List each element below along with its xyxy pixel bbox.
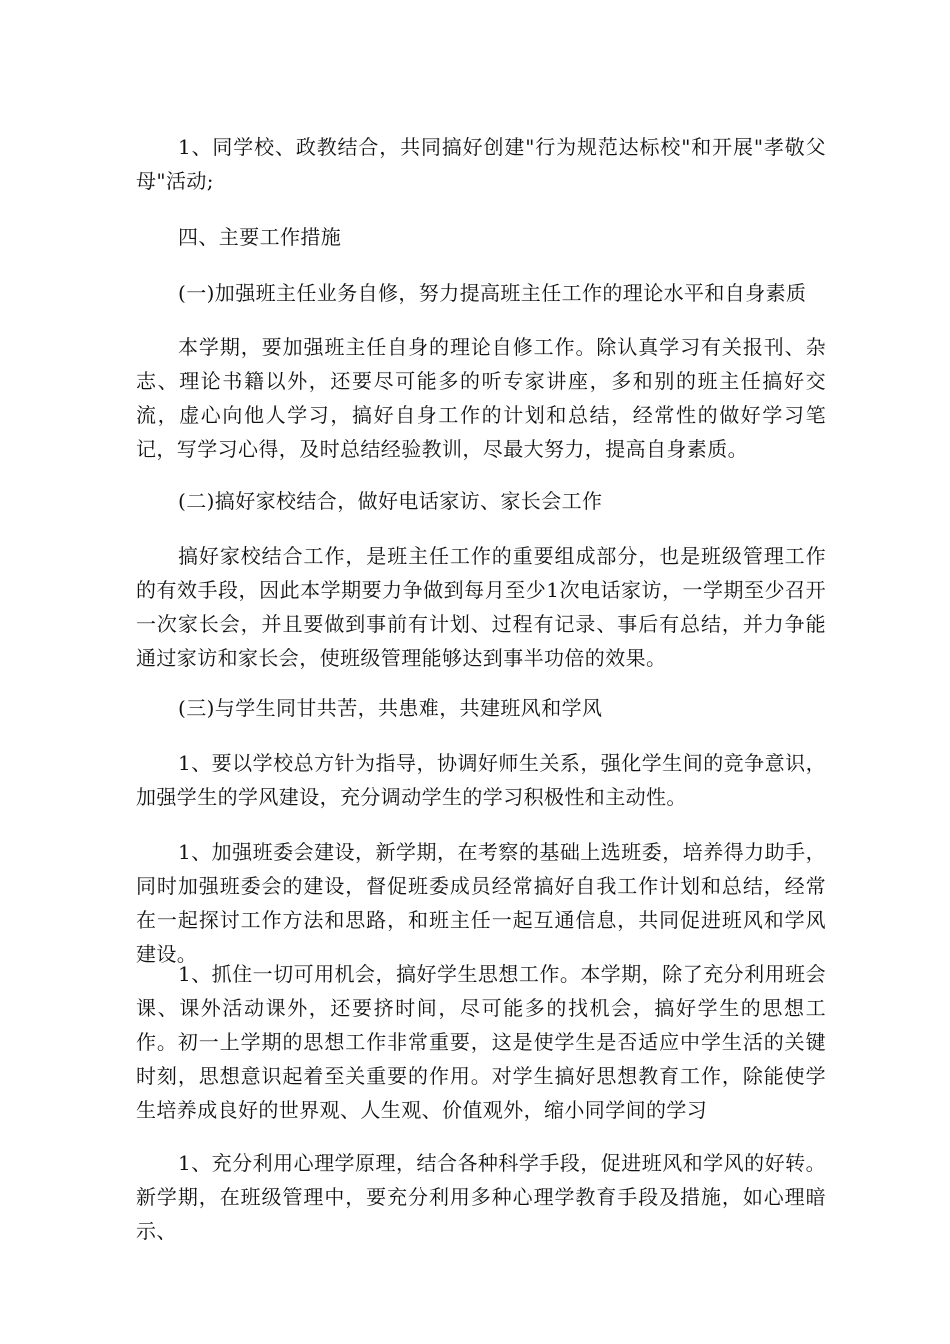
paragraph-home-school: 搞好家校结合工作，是班主任工作的重要组成部分，也是班级管理工作的有效手段，因此本学期要力争做到每月至少1次电话家访，一学期至少召开一次家长会，并且要做到事前有计划、过程有记录、事后有总结，并力争能通过家访和家长会，使班级管理能够达到事半功倍的效果。 — [136, 544, 826, 670]
paragraph-self-study: 本学期，要加强班主任自身的理论自修工作。除认真学习有关报刊、杂志、理论书籍以外，还要尽可能多的听专家讲座，多和别的班主任搞好交流，虚心向他人学习，搞好自身工作的计划和总结，经常性的做好学习笔记，写学习心得，及时总结经验教训，尽最大努力，提高自身素质。 — [136, 335, 826, 461]
paragraph-guidance: 1、要以学校总方针为指导，协调好师生关系，强化学生间的竞争意识，加强学生的学风建设，充分调动学生的学习积极性和主动性。 — [136, 751, 826, 809]
paragraph-psychology: 1、充分利用心理学原理，结合各种科学手段，促进班风和学风的好转。新学期，在班级管理中，要充分利用多种心理学教育手段及措施，如心理暗示、 — [136, 1151, 826, 1243]
heading-main-measures: 四、主要工作措施 — [178, 225, 342, 249]
subheading-self-study: (一)加强班主任业务自修，努力提高班主任工作的理论水平和自身素质 — [178, 281, 807, 305]
paragraph-thought-work: 1、抓住一切可用机会，搞好学生思想工作。本学期，除了充分利用班会课、课外活动课外，还要挤时间，尽可能多的找机会，搞好学生的思想工作。初一上学期的思想工作非常重要，这是使学生是否适应中学生活的关键时刻，思想意识起着至关重要的作用。对学生搞好思想教育工作，除能使学生培养成良好的世界观、人生观、价值观外，缩小同学间的学习 — [136, 962, 826, 1122]
subheading-home-school: (二)搞好家校结合，做好电话家访、家长会工作 — [178, 489, 603, 513]
subheading-class-style: (三)与学生同甘共苦，共患难，共建班风和学风 — [178, 696, 603, 720]
paragraph-activity: 1、同学校、政教结合，共同搞好创建"行为规范达标校"和开展"孝敬父母"活动; — [136, 135, 826, 193]
paragraph-class-committee: 1、加强班委会建设，新学期，在考察的基础上选班委，培养得力助手，同时加强班委会的建设，督促班委成员经常搞好自我工作计划和总结，经常在一起探讨工作方法和思路，和班主任一起互通信息，共同促进班风和学风建设。 — [136, 840, 826, 966]
